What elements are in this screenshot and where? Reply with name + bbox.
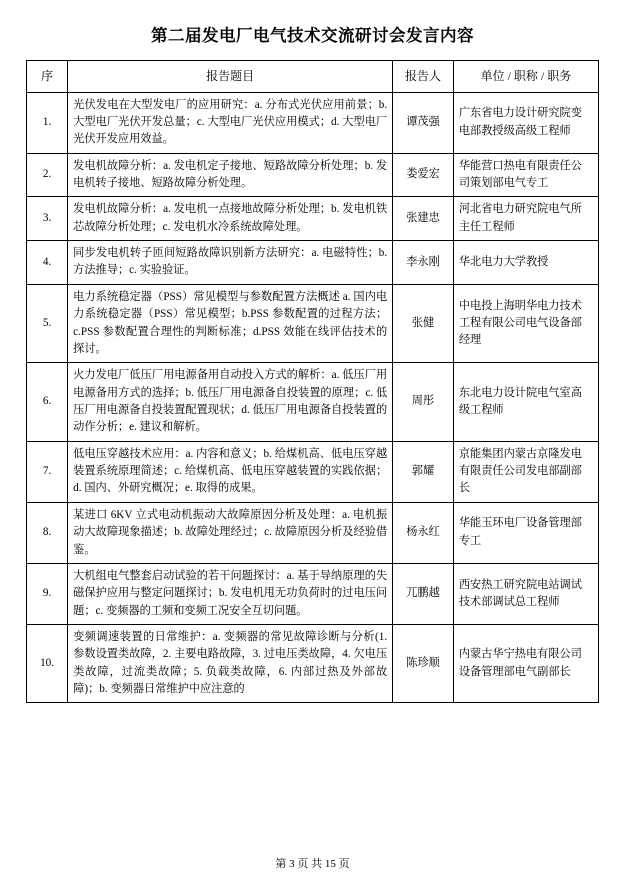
cell-topic: 变频调速装置的日常维护：a. 变频器的常见故障诊断与分析(1. 参数设置类故障，2. 主要电路故障，3. 过电压类故障，4. 欠电压类故障，过流类故障；5. 负载类故障，6. 内部过热及外部故障)；b. 变频器日常维护中应注意的 (68, 624, 393, 702)
cell-topic: 光伏发电在大型发电厂的应用研究：a. 分布式光伏应用前景；b. 大型电厂光伏开发总量；c. 大型电厂光伏应用模式；d. 大型电厂光伏开发应用效益。 (68, 92, 393, 153)
table-row (27, 241, 599, 285)
cell-affiliation: 中电投上海明华电力技术工程有限公司电气设备部经理 (453, 284, 598, 362)
cell-affiliation: 广东省电力设计研究院变电部教授级高级工程师 (453, 92, 598, 153)
cell-topic: 低电压穿越技术应用：a. 内容和意义；b. 给煤机高、低电压穿越装置系统原理简述；c. 给煤机高、低电压穿越装置的实践依据；d. 国内、外研究概况；e. 取得的成果。 (68, 441, 393, 502)
table-row (27, 197, 599, 241)
table-header-row (27, 61, 599, 93)
agenda-table (26, 60, 599, 703)
cell-presenter: 杨永红 (393, 502, 454, 563)
table-row (27, 502, 599, 563)
cell-presenter: 张建忠 (393, 197, 454, 241)
cell-presenter: 周彤 (393, 363, 454, 441)
table-row (27, 284, 599, 362)
cell-index: 9. (27, 563, 68, 624)
cell-affiliation: 华能玉环电厂设备管理部专工 (453, 502, 598, 563)
cell-presenter: 谭茂强 (393, 92, 454, 153)
table-row (27, 624, 599, 702)
cell-presenter: 陈珍顺 (393, 624, 454, 702)
cell-index: 7. (27, 441, 68, 502)
cell-affiliation: 东北电力设计院电气室高级工程师 (453, 363, 598, 441)
cell-topic: 大机组电气整套启动试验的若干问题探讨：a. 基于导纳原理的失磁保护应用与整定问题探讨；b. 发电机甩无功负荷时的过电压问题；c. 变频器的工频和变频工况安全互切问题。 (68, 563, 393, 624)
cell-topic: 同步发电机转子匝间短路故障识别新方法研究：a. 电磁特性；b. 方法推导；c. 实验验证。 (68, 241, 393, 285)
cell-index: 6. (27, 363, 68, 441)
cell-presenter: 郭耀 (393, 441, 454, 502)
cell-affiliation: 京能集团内蒙古京隆发电有限责任公司发电部副部长 (453, 441, 598, 502)
table-row (27, 153, 599, 197)
cell-index: 3. (27, 197, 68, 241)
cell-topic: 发电机故障分析：a. 发电机定子接地、短路故障分析处理；b. 发电机转子接地、短路故障分析处理。 (68, 153, 393, 197)
cell-index: 5. (27, 284, 68, 362)
cell-presenter: 娄爱宏 (393, 153, 454, 197)
column-header-topic: 报告题目 (68, 61, 393, 93)
cell-affiliation: 华能营口热电有限责任公司策划部电气专工 (453, 153, 598, 197)
cell-affiliation: 内蒙古华宁热电有限公司设备管理部电气副部长 (453, 624, 598, 702)
column-header-affiliation: 单位 / 职称 / 职务 (453, 61, 598, 93)
column-header-index: 序 (27, 61, 68, 93)
cell-index: 4. (27, 241, 68, 285)
cell-affiliation: 华北电力大学教授 (453, 241, 598, 285)
cell-index: 1. (27, 92, 68, 153)
table-row (27, 563, 599, 624)
cell-presenter: 张健 (393, 284, 454, 362)
cell-topic: 电力系统稳定器（PSS）常见模型与参数配置方法概述 a. 国内电力系统稳定器（PSS）常见模型；b.PSS 参数配置的过程方法；c.PSS 参数配置合理性的判断标准；d.PSS 效能在线评估技术的探讨。 (68, 284, 393, 362)
cell-affiliation: 河北省电力研究院电气所主任工程师 (453, 197, 598, 241)
cell-topic: 某进口 6KV 立式电动机振动大故障原因分析及处理：a. 电机振动大故障现象描述；b. 故障处理经过；c. 故障原因分析及经验借鉴。 (68, 502, 393, 563)
column-header-presenter: 报告人 (393, 61, 454, 93)
table-row (27, 441, 599, 502)
cell-presenter: 兀鹏越 (393, 563, 454, 624)
cell-affiliation: 西安热工研究院电站调试技术部调试总工程师 (453, 563, 598, 624)
table-row (27, 363, 599, 441)
table-row (27, 92, 599, 153)
cell-index: 2. (27, 153, 68, 197)
page-footer: 第 3 页 共 15 页 (275, 858, 350, 870)
cell-topic: 火力发电厂低压厂用电源备用自动投入方式的解析：a. 低压厂用电源备用方式的选择；b. 低压厂用电源备自投装置的原理；c. 低压厂用电源备自投装置配置现状；d. 低压厂用电源备自投装置的动作分析；e. 建议和解析。 (68, 363, 393, 441)
cell-index: 10. (27, 624, 68, 702)
page-title: 第二届发电厂电气技术交流研讨会发言内容 (151, 26, 474, 45)
cell-index: 8. (27, 502, 68, 563)
cell-presenter: 李永刚 (393, 241, 454, 285)
cell-topic: 发电机故障分析：a. 发电机一点接地故障分析处理；b. 发电机铁芯故障分析处理；c. 发电机水冷系统故障处理。 (68, 197, 393, 241)
